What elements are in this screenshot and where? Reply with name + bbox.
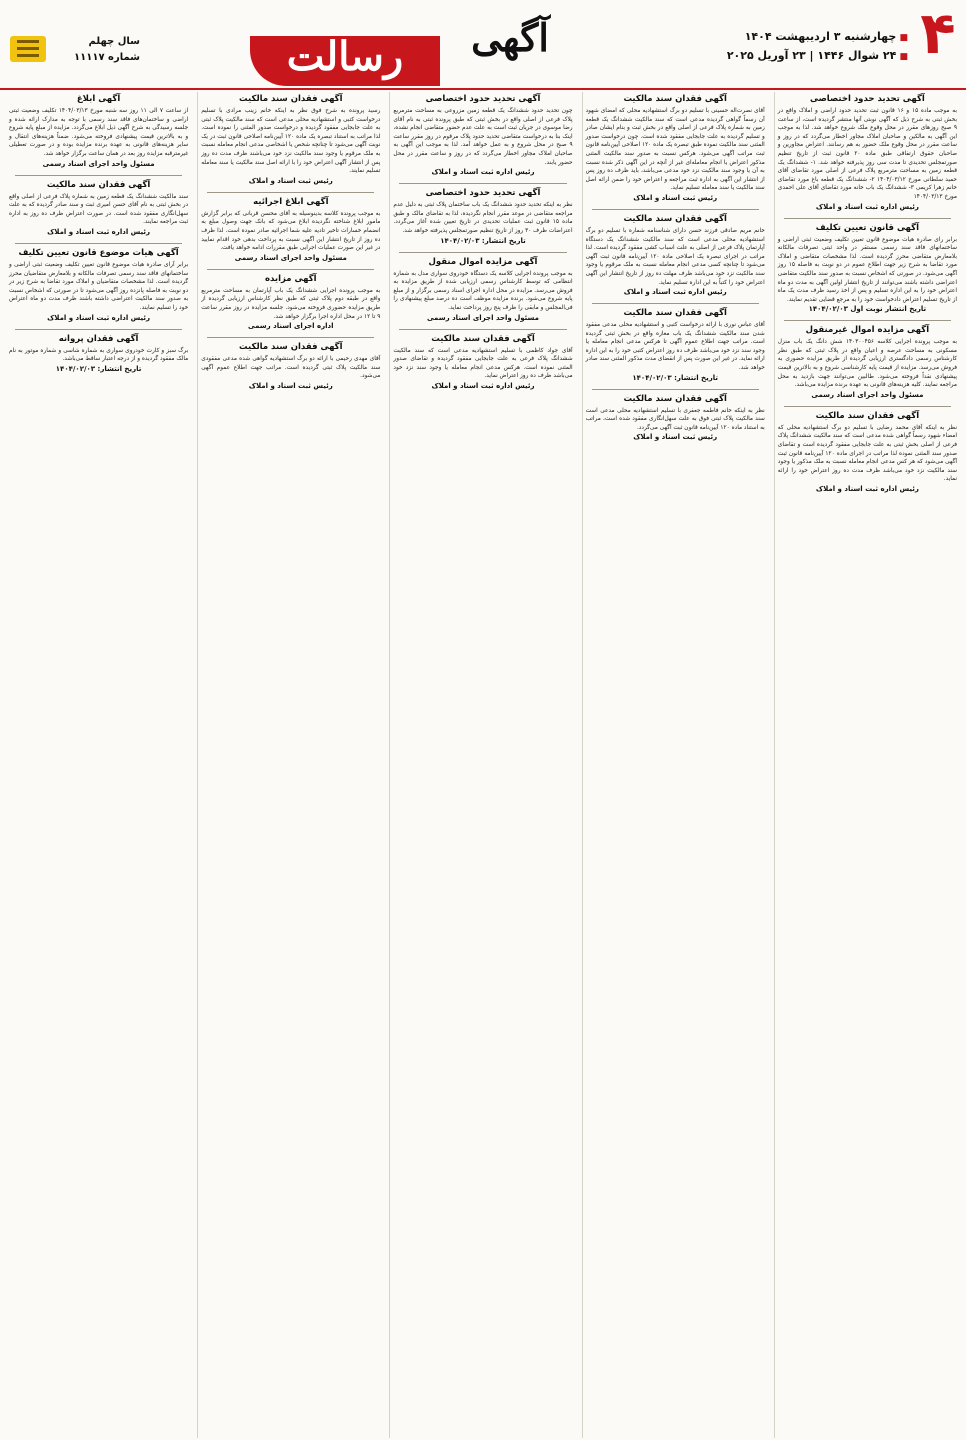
ad-signature: رئیس ثبت اسناد و املاک — [633, 193, 718, 202]
ad-title: آگهی هیات موضوع قانون تعیین تکلیف — [18, 247, 179, 258]
ad-block — [586, 394, 765, 443]
ad-signature: رئیس اداره ثبت اسناد و املاک — [47, 313, 151, 322]
ad-block — [393, 257, 572, 323]
ad-block — [201, 274, 380, 331]
ad-divider — [399, 183, 566, 184]
ad-body: به موجب پرونده اجرایی ششدانگ یک باب آپارتمان به مساحت مترمربع واقع در طبقه دوم پلاک ثبتی که طبق نظر کارشناس ارزیابی گردیده از طریق مزایده حضوری فروخته می‌شود. جلسه مزایده در روز مقرر ساعت ۹ تا ۱۲ در محل اداره اجرا برگزار خواهد شد. — [201, 287, 381, 320]
ad-signature: رئیس اداره ثبت اسناد و املاک — [431, 168, 535, 177]
ad-block — [9, 248, 188, 323]
ad-divider — [15, 175, 182, 176]
ad-column — [582, 92, 768, 1438]
ad-block — [778, 411, 957, 494]
ad-body: از ساعت ۷ الی ۱۱ روز سه شنبه مورخ ۱۴۰۴/۰۳/۱۳ تکلیف وضعیت ثبتی اراضی و ساختمان‌های فاقد سند رسمی با توجه به مدارک ارائه شده و جلسه رسیدگی به شرح آگهی ذیل ابلاغ می‌گردد. مزایده از مبلغ پایه شروع و به بالاترین قیمت پیشنهادی فروخته می‌شود. ضمناً هزینه‌های انتقال و سایر هزینه‌های قانونی به عهده برنده مزایده بوده و در صورت تعطیلی غیرمترقبه مزایده روز بعد در همان ساعت برگزار خواهد شد. — [8, 108, 189, 157]
ad-block — [586, 308, 765, 383]
ad-signature: رئیس ثبت اسناد و املاک — [248, 381, 333, 390]
ad-title: آگهی تحدید حدود اختصاصی — [809, 94, 925, 104]
ad-signature: تاریخ انتشار نوبت اول ۱۴۰۴/۰۲/۰۳ — [808, 305, 927, 314]
ad-block — [9, 180, 188, 237]
date-persian: ■ چهارشنبه ۳ اردیبهشت ۱۴۰۴ — [608, 28, 908, 47]
ad-body: نظر به اینکه تحدید حدود ششدانگ یک باب ساختمان پلاک ثبتی به دلیل عدم مراجعه متقاضی در موعد مقرر انجام نگردیده، لذا به تقاضای مالک و طبق ماده ۱۵ قانون ثبت عملیات تحدیدی در تاریخ تعیین شده آغاز می‌گردد. اعتراضات ظرف ۳۰ روز از تاریخ تنظیم صورتمجلس پذیرفته خواهد شد. — [393, 202, 573, 234]
ad-body: نظر به اینکه آقای محمد رضایی با تسلیم دو برگ استشهادیه محلی که امضاء شهود رسماً گواهی شده مدعی است که سند مالکیت ششدانگ پلاک فرعی از اصلی بخش ثبتی به علت جابجایی مفقود گردیده است و تقاضای صدور سند المثنی نموده لذا مراتب در اجرای ماده ۱۲۰ آیین‌نامه قانون ثبت آگهی می‌شود که هر کس مدعی انجام معامله نسبت به ملک مذکور یا وجود سند مالکیت نزد خود می‌باشد ظرف مدت ده روز اعتراض خود را ارائه نماید. — [777, 424, 958, 483]
ad-title: آگهی ابلاغ — [76, 94, 121, 104]
ad-signature: اداره اجرای اسناد رسمی — [248, 322, 334, 331]
year-label: سال چهلم — [88, 36, 140, 47]
ad-signature: مسئول واحد اجرای اسناد رسمی — [42, 159, 155, 168]
ad-title: آگهی ابلاغ اجرائیه — [253, 196, 329, 207]
issue-info — [50, 34, 140, 66]
ad-body: به موجب پرونده کلاسه بدینوسیله به آقای محسن قربانی که برابر گزارش مامور ابلاغ شناخته نگردیده ابلاغ می‌شود که بانک جهت وصول مبلغ به انضمام خسارات تاخیر تادیه علیه شما اجرائیه صادر نموده است. لذا ظرف ده روز از تاریخ انتشار این آگهی نسبت به پرداخت بدهی خود اقدام نمایید در غیر این صورت عملیات اجرایی طبق مقررات ادامه خواهد یافت. — [201, 210, 381, 252]
ad-divider — [592, 389, 759, 390]
ad-column — [774, 92, 960, 1438]
ad-body: خانم مریم صادقی فرزند حسن دارای شناسنامه شماره با تسلیم دو برگ استشهادیه محلی مدعی است که سند مالکیت ششدانگ یک دستگاه آپارتمان پلاک فرعی از اصلی به علت اسباب کشی مفقود گردیده است. لذا مراتب در اجرای تبصره یک اصلاحی ماده ۱۲۰ آیین‌نامه قانون ثبت آگهی می‌شود تا چنانچه کسی مدعی انجام معامله نسبت به ملک مرقوم یا وجود سند مالکیت نزد خود می‌باشد ظرف مهلت ده روز از تاریخ انتشار این آگهی اعتراض خود را کتباً به این اداره تسلیم نماید. — [585, 227, 765, 286]
ad-block — [778, 223, 957, 315]
ad-signature: رئیس ثبت اسناد و املاک — [633, 433, 718, 442]
ad-signature: تاریخ انتشار: ۱۴۰۴/۰۲/۰۳ — [632, 373, 718, 382]
ad-signature: رئیس ثبت اسناد و املاک — [248, 176, 333, 185]
ad-body: آقای مهدی رحیمی با ارائه دو برگ استشهادیه گواهی شده مدعی مفقودی سند مالکیت پلاک ثبتی گردیده است. مراتب جهت اطلاع عموم آگهی می‌شود. — [201, 356, 381, 380]
ad-signature: رئیس اداره ثبت اسناد و املاک — [815, 485, 919, 493]
ad-body: به موجب پرونده اجرایی کلاسه ۱۴۰۳۰۰۴۵۶ شش دانگ یک باب منزل مسکونی به مساحت عرصه و اعیان واقع در پلاک ثبتی که طبق نظر کارشناس رسمی دادگستری ارزیابی گردیده از طریق مزایده حضوری به فروش می‌رسد. مزایده از قیمت پایه کارشناسی شروع و به بالاترین قیمت پیشنهادی نقداً فروخته می‌شود. طالبین می‌توانند جهت بازدید به محل مراجعه نمایند. کلیه هزینه‌های قانونی به عهده برنده مزایده می‌باشد. — [777, 339, 957, 389]
ad-signature: مسئول واحد اجرای اسناد رسمی — [426, 313, 539, 322]
ad-body: آقای عباس نوری با ارائه درخواست کتبی و استشهادیه محلی مدعی مفقود شدن سند مالکیت ششدانگ یک باب مغازه واقع در بخش ثبتی گردیده است. مراتب جهت اطلاع عموم آگهی تا هرکس مدعی انجام معامله یا وجود سند نزد خود می‌باشد ظرف ده روز اعتراض کتبی خود را به این اداره ارائه نماید. در غیر این صورت پس از انقضای مدت مذکور المثنی سند صادر خواهد شد. — [585, 322, 765, 372]
ad-column — [389, 92, 575, 1438]
ad-block — [9, 94, 188, 169]
ad-block — [393, 334, 572, 391]
ad-body: آقای نصرت‌اله حسینی با تسلیم دو برگ استشهادیه محلی که امضای شهود آن رسماً گواهی گردیده مدعی است که سند مالکیت ششدانگ یک قطعه زمین به شماره پلاک فرعی از اصلی واقع در بخش ثبت و بنام ایشان صادر و تسلیم گردیده به علت جابجایی مفقود شده است. چون درخواست صدور المثنی سند مالکیت نموده طبق تبصره یک ماده ۱۲۰ اصلاحی آیین‌نامه قانون ثبت مراتب آگهی می‌شود. هرکس نسبت به صدور سند مالکیت المثنی مذکور اعتراض یا انجام معامله‌ای غیر از آنچه در این آگهی ذکر شده نسبت به آن یا وجود سند مالکیت نزد خود مدعی می‌باشد، باید ظرف ده روز پس از انتشار این آگهی به اداره ثبت مراجعه و اعتراض خود را ضمن ارائه اصل سند مالکیت یا سند معامله تسلیم نماید. — [585, 108, 765, 192]
ad-divider — [399, 252, 566, 253]
issue-label: شماره ۱۱۱۱۷ — [74, 52, 140, 63]
ad-title: آگهی مزایده — [264, 273, 317, 284]
ad-divider — [207, 192, 374, 193]
issue-dates — [608, 28, 908, 66]
ad-body: برگ سبز و کارت خودروی سواری به شماره شاسی و شماره موتور به نام مالک مفقود گردیده و از درجه اعتبار ساقط می‌باشد. — [8, 347, 189, 363]
ad-title: آگهی فقدان سند مالکیت — [623, 393, 727, 404]
ad-body: رسید پرونده به شرح فوق نظر به اینکه خانم زینب مرادی با تسلیم درخواست کتبی و استشهادیه محلی مدعی است که سند مالکیت پلاک ثبتی به علت جابجایی مفقود گردیده و درخواست صدور المثنی را نموده است. لذا مراتب به استناد تبصره یک ماده ۱۲۰ آیین‌نامه اصلاحی قانون ثبت در یک نوبت آگهی می‌شود تا چنانچه شخص یا اشخاصی مدعی انجام معامله نسبت به ملک مرقوم یا وجود سند مالکیت نزد خود می‌باشند ظرف مدت ده روز پس از انتشار آگهی اعتراض خود را با ارائه اصل سند مالکیت یا سند معامله تسلیم نمایند. — [201, 108, 381, 175]
ad-block — [201, 342, 380, 391]
ad-title: آگهی فقدان سند مالکیت — [46, 179, 151, 190]
ad-column — [6, 92, 191, 1438]
ad-body: به موجب پرونده اجرایی کلاسه یک دستگاه خودروی سواری مدل به شماره انتظامی که توسط کارشناس رسمی ارزیابی شده از طریق مزایده به فروش می‌رسد. مزایده در محل اداره اجرای اسناد رسمی برگزار و از مبلغ پایه شروع می‌شود. برنده مزایده موظف است ده درصد مبلغ پیشنهادی را فی‌المجلس و مابقی را ظرف پنج روز پرداخت نماید. — [393, 270, 573, 311]
ad-divider — [592, 303, 759, 304]
ad-title: آگهی تحدید حدود اختصاصی — [425, 94, 541, 104]
ad-body: نظر به اینکه خانم فاطمه جعفری با تسلیم استشهادیه محلی مدعی است سند مالکیت پلاک ثبتی فوق به علت سهل‌انگاری مفقود شده است، مراتب به استناد ماده ۱۲۰ آیین‌نامه قانون ثبت آگهی می‌گردد. — [585, 407, 765, 431]
ad-title: آگهی فقدان سند مالکیت — [239, 342, 343, 353]
ad-block — [586, 214, 765, 297]
ad-block — [586, 94, 765, 203]
section-title: آگهی — [471, 15, 549, 60]
ad-block — [778, 325, 957, 400]
ad-body: برابر رای صادره هیات موضوع قانون تعیین تکلیف وضعیت ثبتی اراضی و ساختمانهای فاقد سند رسمی مستقر در واحد ثبتی تصرفات مالکانه بلامعارض متقاضی محرز گردیده است. لذا مشخصات متقاضی و املاک مورد تقاضا به شرح زیر جهت اطلاع عموم در دو نوبت به فاصله ۱۵ روز آگهی می‌شود. در صورتی که اشخاص نسبت به صدور سند مالکیت متقاضی اعتراضی داشته باشند می‌توانند از تاریخ انتشار اولین آگهی به مدت دو ماه اعتراض خود را به این اداره تسلیم و پس از اخذ رسید ظرف مدت یک ماه از تاریخ تسلیم اعتراض دادخواست خود را به مرجع قضایی تقدیم نمایند. — [777, 236, 957, 303]
ad-signature: رئیس اداره ثبت اسناد و املاک — [47, 227, 151, 236]
ad-signature: تاریخ انتشار: ۱۴۰۴/۰۲/۰۳ — [55, 364, 142, 373]
page-number: ۴ — [920, 0, 956, 67]
ad-divider — [15, 329, 182, 330]
ad-title: آگهی مزایده اموال منقول — [428, 256, 538, 267]
ad-title: آگهی فقدان پروانه — [58, 333, 139, 344]
newspaper-logo: رسالت — [286, 33, 404, 80]
ad-block — [9, 334, 188, 374]
seal-icon — [10, 36, 46, 62]
ad-title: آگهی قانون تعیین تکلیف — [815, 222, 920, 233]
ad-title: آگهی فقدان سند مالکیت — [623, 213, 727, 224]
ad-divider — [784, 406, 951, 407]
ad-body: آقای جواد کاظمی با تسلیم استشهادیه مدعی است که سند مالکیت ششدانگ پلاک فرعی به علت جابجایی مفقود گردیده و تقاضای صدور المثنی نموده است. هرکس مدعی انجام معامله یا وجود سند نزد خود می‌باشد ظرف ده روز اعتراض نماید. — [393, 347, 573, 380]
ad-signature: مسئول واحد اجرای اسناد رسمی — [811, 390, 924, 399]
ad-signature: رئیس اداره ثبت اسناد و املاک — [815, 202, 919, 211]
ad-title: آگهی فقدان سند مالکیت — [431, 333, 535, 344]
ad-signature: مسئول واحد اجرای اسناد رسمی — [234, 253, 347, 262]
ad-block — [393, 94, 572, 177]
ad-title: آگهی فقدان سند مالکیت — [815, 410, 920, 421]
ad-divider — [592, 209, 759, 210]
ad-block — [393, 188, 572, 245]
ad-column — [197, 92, 383, 1438]
ad-divider — [207, 269, 374, 270]
ad-block — [778, 94, 957, 212]
date-hijri-gregorian: ■ ۲۴ شوال ۱۴۴۶ | ۲۳ آوریل ۲۰۲۵ — [608, 47, 908, 66]
ad-title: آگهی مزایده اموال غیرمنقول — [805, 325, 930, 336]
ad-signature: رئیس اداره ثبت اسناد و املاک — [623, 288, 727, 297]
page-header — [0, 0, 966, 90]
ad-columns — [6, 92, 960, 1438]
logo-banner — [250, 33, 440, 86]
ad-body: به موجب ماده ۱۵ و ۱۶ قانون ثبت تحدید حدود اراضی و املاک واقع در بخش ثبتی به شرح ذیل که آگهی نوبتی آنها منتشر گردیده است، از ساعت ۹ صبح روزهای مقرر در محل وقوع ملک شروع خواهد شد. لذا به موجب این آگهی به مالکین و صاحبان املاک مجاور اخطار می‌گردد که در روز و ساعت مقرر در محل وقوع ملک حضور به هم رسانند. اعتراض مجاورین و صاحبان حقوق ارتفاقی طبق ماده ۲۰ قانون ثبت از تاریخ تنظیم صورتمجلس تحدیدی تا مدت سی روز پذیرفته خواهد شد. ۱- ششدانگ یک قطعه زمین به مساحت مترمربع پلاک فرعی از اصلی مورد تقاضای آقای حمید سلطانی مورخ ۱۴۰۴/۰۳/۱۲ ۲- ششدانگ یک قطعه باغ مورد تقاضای خانم زهرا کریمی ۳- ششدانگ یک باب خانه مورد تقاضای آقای علی احمدی مورخ ۱۴۰۴/۰۳/۱۳ — [777, 108, 958, 200]
ad-signature: تاریخ انتشار: ۱۴۰۴/۰۲/۰۳ — [440, 236, 526, 245]
ad-title: آگهی فقدان سند مالکیت — [239, 94, 343, 104]
ad-divider — [399, 329, 566, 330]
ad-body: برابر آرای صادره هیات موضوع قانون تعیین تکلیف وضعیت ثبتی اراضی و ساختمانهای فاقد سند رسمی تصرفات مالکانه و بلامعارض متقاضیان محرز گردیده است. لذا مشخصات متقاضیان و املاک مورد تقاضا به شرح زیر در دو نوبت به فاصله پانزده روز آگهی می‌شود تا در صورتی که اشخاص نسبت به صدور سند مالکیت اعتراضی داشته باشند ظرف مدت دو ماه اعتراض خود را تسلیم نمایند. — [8, 261, 189, 311]
ad-title: آگهی تحدید حدود اختصاصی — [425, 188, 541, 199]
ad-body: چون تحدید حدود ششدانگ یک قطعه زمین مزروعی به مساحت مترمربع پلاک فرعی از اصلی واقع در بخش ثبتی که طبق پرونده ثبتی به نام آقای رضا موسوی در جریان ثبت است به علت عدم حضور متقاضی انجام نشده، اینک بنا به درخواست متقاضی تحدید حدود پلاک مرقوم در روز مقرر ساعت ۹ صبح در محل شروع و به عمل خواهد آمد. لذا به موجب این آگهی به صاحبان املاک مجاور اخطار می‌گردد که در روز و ساعت مقرر در محل حضور یابند. — [393, 108, 573, 166]
ad-divider — [15, 243, 182, 244]
ad-block — [201, 197, 380, 263]
ad-title: آگهی فقدان سند مالکیت — [623, 94, 727, 104]
ad-body: سند مالکیت ششدانگ یک قطعه زمین به شماره پلاک فرعی از اصلی واقع در بخش ثبتی به نام آقای حسن امیری ثبت و سند صادر گردیده که به علت سهل‌انگاری مفقود شده است. در صورت اعتراض ظرف ده روز به اداره ثبت مراجعه نمایند. — [8, 193, 189, 226]
ad-divider — [784, 320, 951, 321]
ad-block — [201, 94, 380, 186]
ad-title: آگهی فقدان سند مالکیت — [623, 308, 727, 319]
ad-divider — [784, 218, 951, 219]
ad-signature: رئیس اداره ثبت اسناد و املاک — [431, 381, 535, 390]
ad-divider — [207, 337, 374, 338]
